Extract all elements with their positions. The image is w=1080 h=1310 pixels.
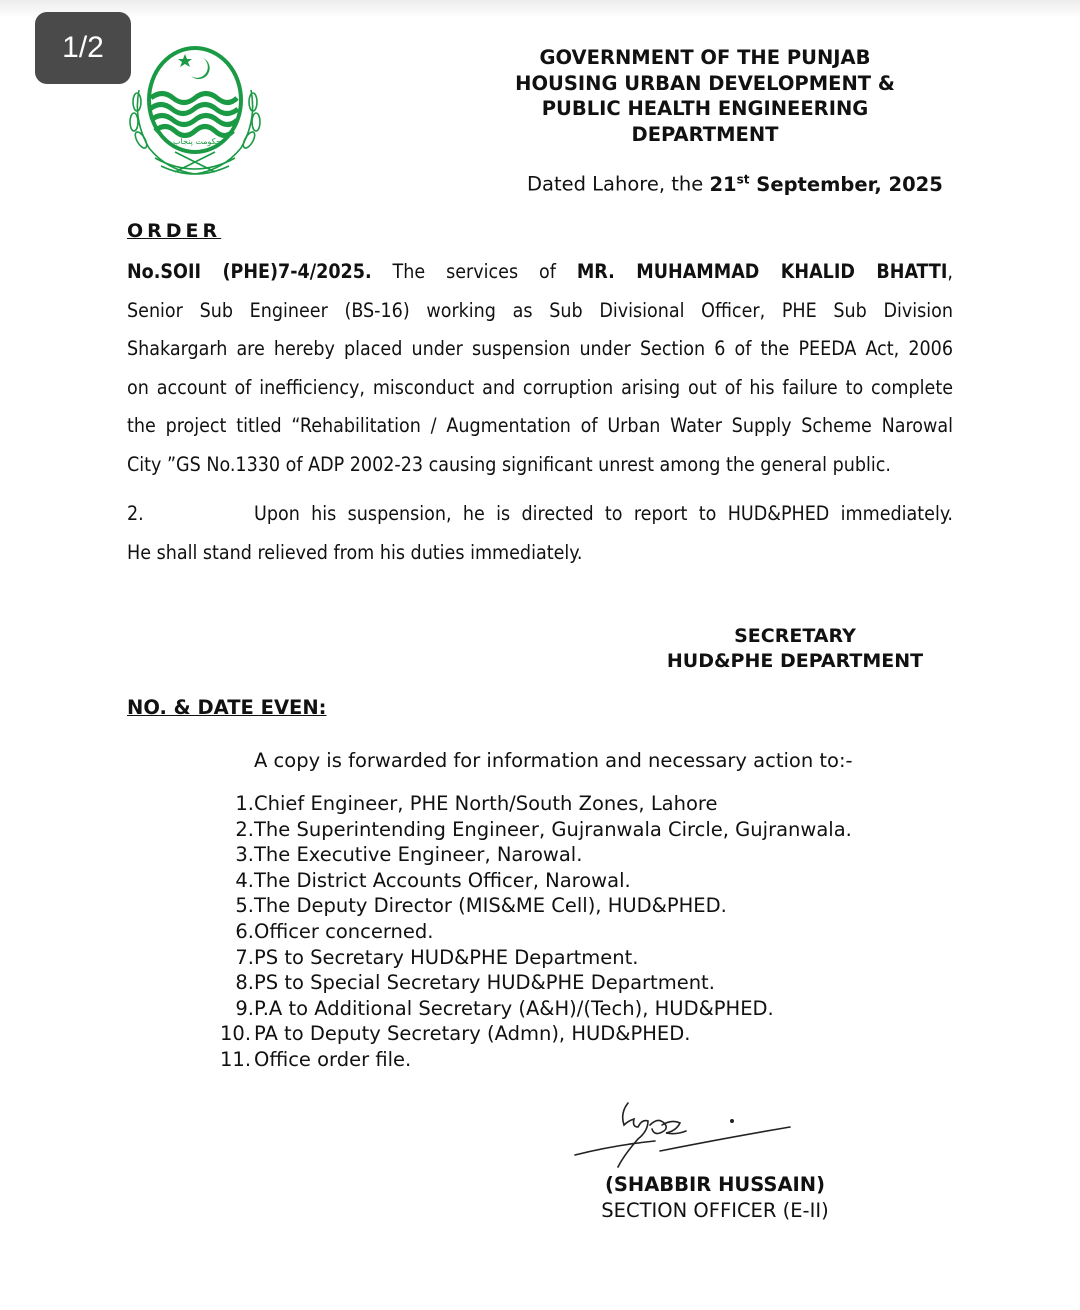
- list-item-number: 5.: [235, 894, 254, 918]
- list-item: [220, 817, 852, 843]
- signatory-block: [560, 1172, 870, 1224]
- list-item-number: 1.: [235, 792, 254, 815]
- order-line: on account of inefficiency, misconduct and corruption arising out of his failure to complete: [127, 375, 953, 399]
- list-item-text: PS to Secretary HUD&PHE Department.: [254, 945, 639, 969]
- list-item-number: 10.: [220, 1022, 252, 1046]
- order-title: ORDER: [127, 220, 222, 242]
- list-item-text: Office order file.: [254, 1047, 412, 1071]
- list-item-number: 9.: [235, 996, 254, 1020]
- dated-line: [527, 172, 943, 196]
- dated-month-year: September, 2025: [749, 172, 943, 196]
- list-item-number: 6.: [235, 919, 254, 943]
- list-item: [220, 893, 852, 919]
- secretary-department: HUD&PHE DEPARTMENT: [666, 650, 924, 672]
- order-intro: The services of: [371, 260, 577, 283]
- list-item: [220, 919, 852, 945]
- list-item: [220, 996, 852, 1022]
- header-line-1: GOVERNMENT OF THE PUNJAB: [539, 46, 871, 69]
- order-intro-end: ,: [947, 260, 953, 283]
- secretary-block: [640, 624, 950, 674]
- para2-first-line: [127, 495, 953, 534]
- order-paragraph-1: [127, 253, 953, 484]
- header-line-2: HOUSING URBAN DEVELOPMENT &: [515, 71, 895, 95]
- list-item-text: Officer concerned.: [254, 919, 434, 943]
- list-item-text: P.A to Additional Secretary (A&H)/(Tech), HUD&PHED.: [254, 996, 774, 1020]
- dated-day-suffix: st: [736, 172, 750, 186]
- signatory-designation: SECTION OFFICER (E-II): [601, 1199, 829, 1222]
- dated-day: 21: [709, 172, 737, 196]
- list-item-number: 2.: [235, 817, 254, 841]
- list-item-text: Chief Engineer, PHE North/South Zones, Lahore: [254, 792, 718, 815]
- emblem-urdu-text: حکومت پنجاب: [173, 137, 221, 146]
- list-item-number: 3.: [235, 843, 254, 867]
- order-paragraph-2: [127, 495, 953, 572]
- header-line-3: PUBLIC HEALTH ENGINEERING: [541, 97, 869, 120]
- list-item-text: The Executive Engineer, Narowal.: [254, 843, 583, 867]
- list-item: [220, 970, 852, 996]
- viewer-top-shade: [0, 0, 1080, 18]
- header-line-4: DEPARTMENT: [631, 122, 779, 146]
- order-line: Senior Sub Engineer (BS-16) working as Sub Divisional Officer, PHE Sub Division: [127, 298, 953, 322]
- list-item-text: The Deputy Director (MIS&ME Cell), HUD&PHED.: [254, 894, 727, 918]
- no-date-even-heading: NO. & DATE EVEN:: [127, 696, 327, 719]
- para2-text-1: Upon his suspension, he is directed to report to HUD&PHED immediately.: [254, 502, 953, 525]
- list-item: [220, 945, 852, 971]
- page-indicator-text: 1/2: [62, 31, 104, 64]
- officer-name: MR. MUHAMMAD KHALID BHATTI: [576, 260, 948, 283]
- list-item-number: 4.: [235, 868, 254, 892]
- order-number: No.SOII (PHE)7-4/2025.: [127, 260, 372, 283]
- secretary-title: SECRETARY: [734, 625, 856, 647]
- list-item-text: The Superintending Engineer, Gujranwala Circle, Gujranwala.: [254, 817, 852, 841]
- order-line: City ”GS No.1330 of ADP 2002-23 causing significant unrest among the general public.: [127, 452, 891, 476]
- list-item: [220, 791, 852, 817]
- copy-forward-intro: A copy is forwarded for information and necessary action to:-: [254, 749, 853, 772]
- list-item-number: 8.: [235, 971, 254, 995]
- list-item-text: PA to Deputy Secretary (Admn), HUD&PHED.: [254, 1022, 691, 1046]
- list-item-text: PS to Special Secretary HUD&PHE Department.: [254, 971, 715, 995]
- order-line: the project titled “Rehabilitation / Augmentation of Urban Water Supply Scheme Narowal: [127, 414, 953, 437]
- order-line: Shakargarh are hereby placed under suspension under Section 6 of the PEEDA Act, 2006: [127, 337, 953, 360]
- list-item: [220, 842, 852, 868]
- handwritten-signature: [570, 1095, 800, 1175]
- list-item: [220, 1047, 852, 1073]
- signatory-name: (SHABBIR HUSSAIN): [604, 1173, 826, 1196]
- para2-number: 2.: [127, 502, 144, 525]
- punjab-emblem-logo: [125, 40, 265, 182]
- page-indicator: [35, 12, 131, 84]
- para2-text-2: He shall stand relieved from his duties immediately.: [127, 540, 583, 564]
- list-item-number: 11.: [220, 1047, 252, 1071]
- order-first-line: [127, 253, 953, 292]
- department-header: [470, 45, 940, 147]
- list-item-text: The District Accounts Officer, Narowal.: [254, 868, 631, 892]
- list-item-number: 7.: [235, 945, 254, 969]
- recipient-list: [220, 791, 852, 1073]
- list-item: [220, 868, 852, 894]
- dated-prefix: Dated Lahore, the: [527, 172, 710, 196]
- list-item: [220, 1021, 852, 1047]
